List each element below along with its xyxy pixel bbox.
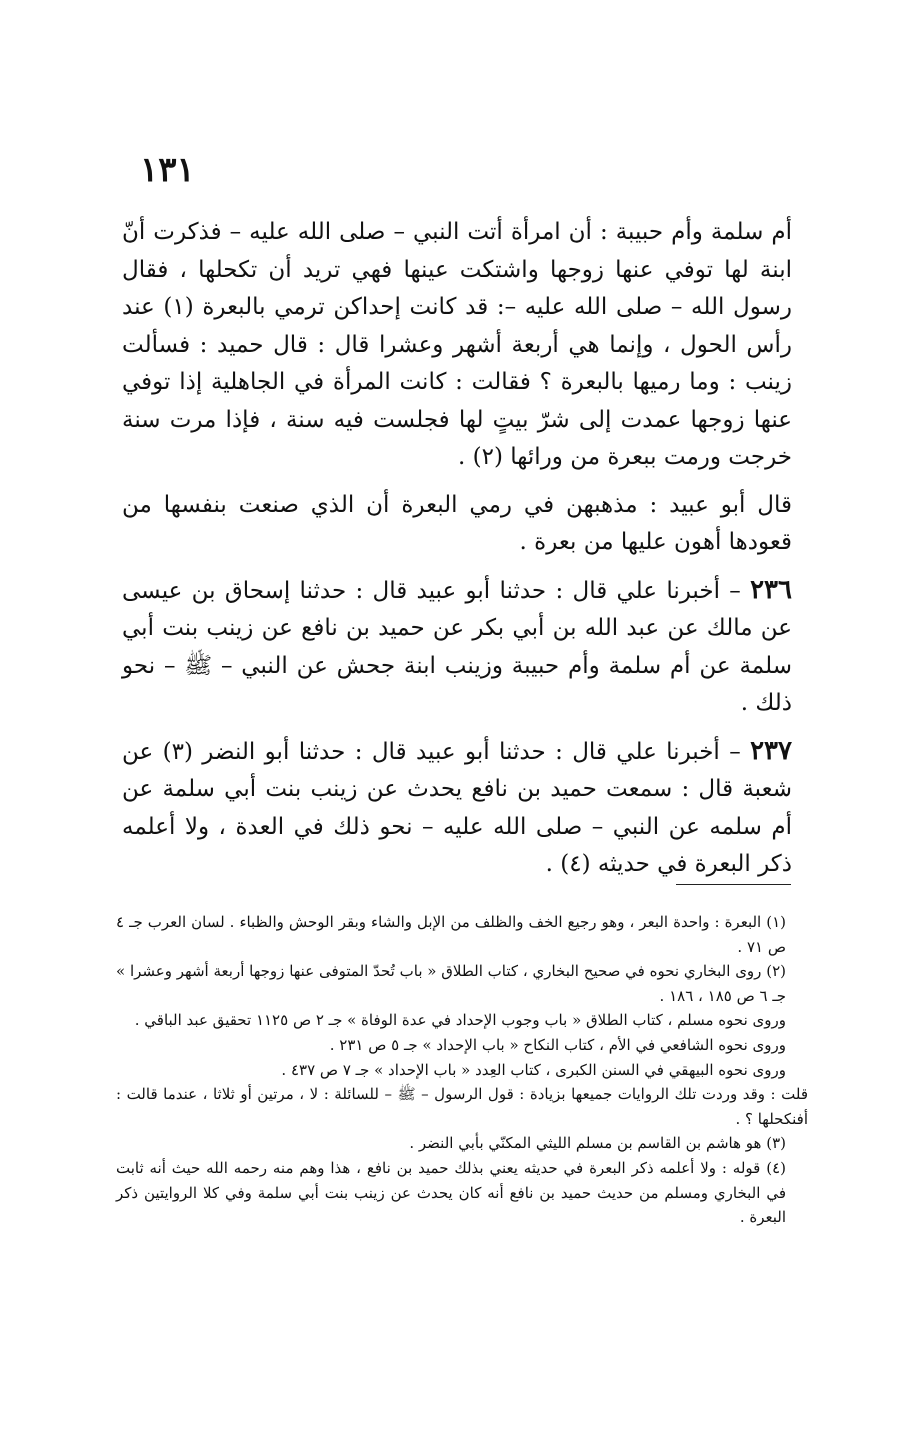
hadith-number-236: ٢٣٦ (750, 574, 792, 605)
footnote-2-muslim: وروى نحوه مسلم ، كتاب الطلاق « باب وجوب الإحداد في عدة الوفاة » جـ ٢ ص ١١٢٥ تحقيق عبد الباقي . (134, 1011, 786, 1030)
paragraph-hadith-continuation: أم سلمة وأم حبيبة : أن امرأة أتت النبي – صلى الله عليه – فذكرت أنّ ابنة لها توفي عنها زوجها واشتكت عينها فهي تريد أن تكحلها ، فقال رسول الله – صلى الله عليه –: قد كانت إحداكن ترمي بالبعرة (١) عند رأس الحول ، وإنما هي أربعة أشهر وعشرا قال : قال حميد : فسألت زينب : وما رميها بالبعرة ؟ فقالت : كانت المرأة في الجاهلية إذا توفي عنها زوجها عمدت إلى شرّ بيتٍ لها فجلست فيه سنة ، فإذا مرت سنة خرجت ورمت ببعرة من ورائها (٢) . (122, 219, 792, 470)
footnotes (116, 910, 808, 1230)
paragraph-hadith-237 (122, 733, 792, 884)
footnote-4: (٤) قوله : ولا أعلمه ذكر البعرة في حديثه يعني بذلك حميد بن نافع ، هذا وهم منه رحمه الله حيث أنه ثابت في البخاري ومسلم من حديث حميد بن نافع أنه كان يحدث عن زينب بنت أبي سلمة وفي كلا الروايتين ذكر البعرة . (116, 1158, 786, 1227)
paragraph-hadith-236 (122, 572, 792, 723)
footnote-2-shafii: وروى نحوه الشافعي في الأم ، كتاب النكاح « باب الإحداد » جـ ٥ ص ٢٣١ . (329, 1035, 786, 1054)
footnote-2-note: قلت : وقد وردت تلك الروايات جميعها بزيادة : قول الرسول – ﷺ – للسائلة : لا ، مرتين أو ثلاثا ، عندما قالت : أفنكحلها ؟ . (116, 1085, 808, 1128)
paragraph-abu-ubayd-comment: قال أبو عبيد : مذهبهن في رمي البعرة أن الذي صنعت بنفسها من قعودها أهون عليها من بعرة . (122, 491, 792, 555)
footnote-divider (676, 884, 791, 885)
hadith-237-text: – أخبرنا علي قال : حدثنا أبو عبيد قال : حدثنا أبو النضر (٣) عن شعبة قال : سمعت حميد بن نافع يحدث عن زينب بنت أبي سلمة عن أم سلمه عن النبي – صلى الله عليه – نحو ذلك في العدة ، ولا أعلمه ذكر البعرة في حديثه (٤) . (122, 738, 792, 877)
page-number: ١٣١ (140, 150, 195, 190)
footnote-3: (٣) هو هاشم بن القاسم بن مسلم الليثي المكنّي بأبي النضر . (409, 1134, 786, 1153)
hadith-number-237: ٢٣٧ (750, 735, 792, 766)
footnote-1: (١) البعرة : واحدة البعر ، وهو رجيع الخف والظلف من الإبل والشاء وبقر الوحش والظباء . لسان العرب جـ ٤ ص ٧١ . (116, 913, 786, 956)
hadith-236-text: – أخبرنا علي قال : حدثنا أبو عبيد قال : حدثنا إسحاق بن عيسى عن مالك عن عبد الله بن أبي بكر عن حميد بن نافع عن زينب بنت أبي سلمة عن أم سلمة وأم حبيبة وزينب ابنة جحش عن النبي – ﷺ – نحو ذلك . (122, 577, 792, 716)
footnote-2-bayhaqi: وروى نحوه البيهقي في السنن الكبرى ، كتاب العِدد « باب الإحداد » جـ ٧ ص ٤٣٧ . (281, 1060, 786, 1079)
main-text (122, 214, 792, 894)
footnote-2: (٢) روى البخاري نحوه في صحيح البخاري ، كتاب الطلاق « باب تُحدّ المتوفى عنها زوجها أربعة أشهر وعشرا » جـ ٦ ص ١٨٥ ، ١٨٦ . (116, 962, 786, 1005)
